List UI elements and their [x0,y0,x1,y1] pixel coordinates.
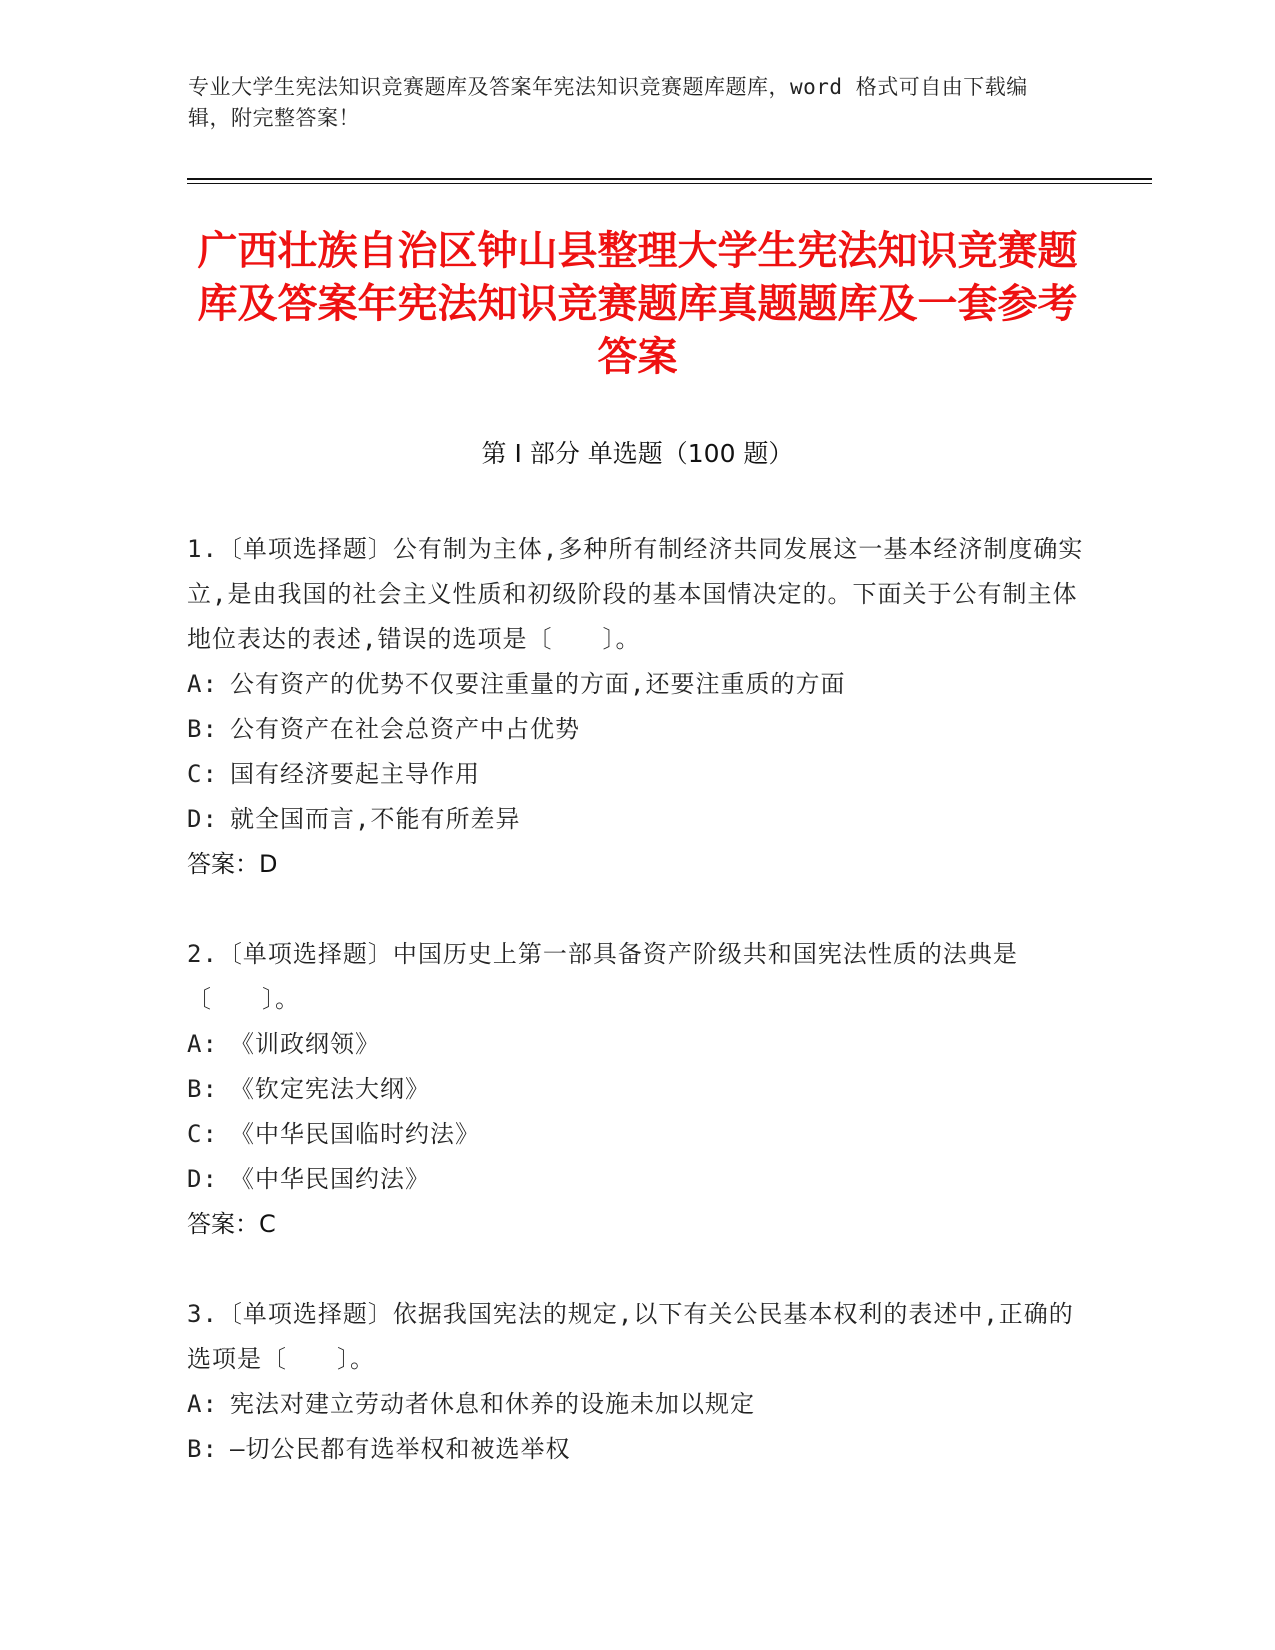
option-b [187,1427,1087,1472]
answer: 答案：D [187,850,278,878]
option-text: 国有经济要起主导作用 [230,760,480,788]
question-stem: 1.〔单项选择题〕公有制为主体,多种所有制经济共同发展这一基本经济制度确实立,是由我国的社会主义性质和初级阶段的基本国情决定的。下面关于公有制主体地位表达的表述,错误的选项是〔 〕。 [187,535,1084,653]
option-key: D: [187,805,218,833]
question-stem: 3.〔单项选择题〕依据我国宪法的规定,以下有关公民基本权利的表述中,正确的选项是〔 〕。 [187,1300,1074,1373]
header-note: 专业大学生宪法知识竞赛题库及答案年宪法知识竞赛题库题库，word 格式可自由下载编辑，附完整答案！ [188,75,1028,130]
option-text: 公有资产的优势不仅要注重量的方面,还要注重质的方面 [230,670,846,698]
header-divider-thin [187,183,1152,184]
option-key: B: [187,1075,218,1103]
option-text: 《钦定宪法大纲》 [230,1075,430,1103]
option-a [187,1022,1087,1067]
option-key: A: [187,670,218,698]
option-key: A: [187,1030,218,1058]
document-title: 广西壮族自治区钟山县整理大学生宪法知识竞赛题库及答案年宪法知识竞赛题库真题题库及一套参考答案 [197,228,1078,380]
option-a [187,662,1087,707]
option-text: 宪法对建立劳动者休息和休养的设施未加以规定 [230,1390,755,1418]
option-text: 就全国而言,不能有所差异 [230,805,521,833]
option-c [187,1112,1087,1157]
option-b [187,707,1087,752]
question-1 [187,527,1087,887]
header-divider-thick [187,178,1152,180]
question-3 [187,1292,1087,1472]
option-text: 公有资产在社会总资产中占优势 [230,715,580,743]
question-stem: 2.〔单项选择题〕中国历史上第一部具备资产阶级共和国宪法性质的法典是〔 〕。 [187,940,1018,1013]
question-list [187,527,1087,1517]
option-a [187,1382,1087,1427]
option-text: 《中华民国约法》 [230,1165,430,1193]
option-d [187,797,1087,842]
answer: 答案：C [187,1210,276,1238]
option-key: D: [187,1165,218,1193]
option-key: B: [187,1435,218,1463]
option-c [187,752,1087,797]
option-key: C: [187,760,218,788]
option-key: B: [187,715,218,743]
option-text: 《中华民国临时约法》 [230,1120,480,1148]
section-heading: 第 I 部分 单选题（100 题） [481,439,794,468]
option-text: —切公民都有选举权和被选举权 [230,1435,571,1463]
option-key: A: [187,1390,218,1418]
option-b [187,1067,1087,1112]
question-2 [187,932,1087,1247]
option-text: 《训政纲领》 [230,1030,380,1058]
option-key: C: [187,1120,218,1148]
option-d [187,1157,1087,1202]
